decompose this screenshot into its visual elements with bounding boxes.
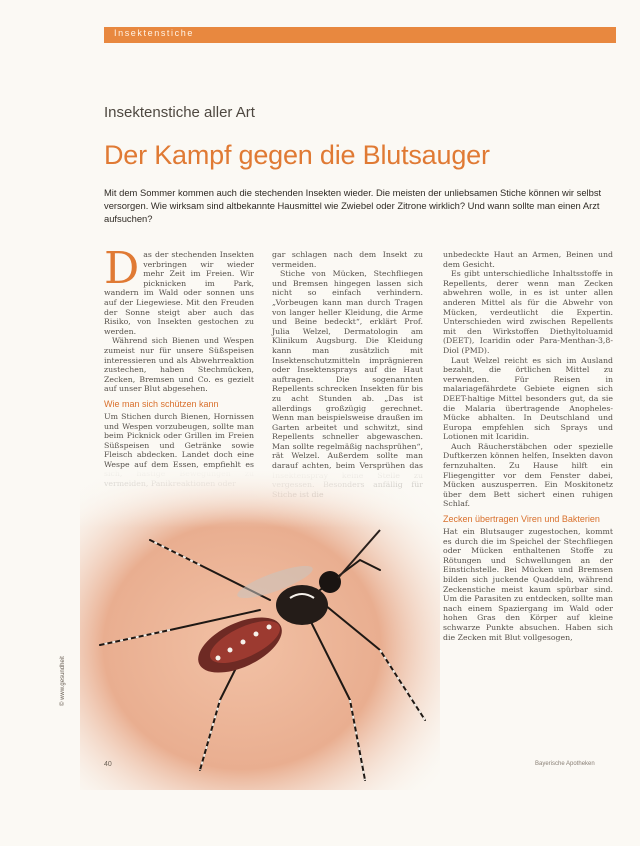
col3-paragraph-3: Laut Welzel reicht es sich im Ausland bezahlt, die örtlichen Mittel zu verwenden. Für Reisen in malariagefährdete Gebiete eignen sich DEET-haltige Mittel besonders gut, da sie die Malaria übertragende Anopheles-Mücke abhalten. In Deutschland und Europa empfehlen sich Sprays und Lotionen mit Icaridin. bbox=[443, 355, 613, 442]
section-label: Insektenstiche bbox=[114, 28, 194, 38]
col3-paragraph-4: Auch Räucherstäbchen oder spezielle Duftkerzen können helfen, Insekten davon fernzuhalten. Zu Hause hilft ein Fliegengitter vor dem Fenster dabei, Mücken auszusperren. Ein Moskitonetz über dem Bett sichert einen ruhigen Schlaf. bbox=[443, 441, 613, 509]
article-lead: Mit dem Sommer kommen auch die stechenden Insekten wieder. Die meisten der unliebsamen Stiche können wir selbst versorgen. Wie wirksam sind altbekannte Hausmittel wie Zwiebel oder Zitrone wirklich? Und wann sollte man einen Arzt aufsuchen? bbox=[104, 187, 602, 225]
section-band bbox=[104, 27, 616, 43]
body-column-3 bbox=[443, 250, 613, 642]
col3-paragraph-2: Es gibt unterschiedliche Inhaltsstoffe in Repellents, derer wenn man Zecken abwehren wolle, in es ist unter allen anderen Mittel als für die Abwehr von Mücken, verdeutlicht die Expertin. Unterschieden wird zwischen Repellents mit den Wirkstoffen Diethyltoluamid (DEET), Icaridin oder Para-Menthan-3,8-Diol (PMD). bbox=[443, 269, 613, 355]
col3-paragraph-5: Hat ein Blutsauger zugestochen, kommt es durch die im Speichel der Stechfliegen oder Mücken enthaltenen Stoffe zu Rötungen und Schwellungen an der Einstichstelle. Bei Mücken und Bremsen bilden sich juckende Quaddeln, während Zeckenstiche meist kaum spürbar sind. Um die Parasiten zu entdecken, sollte man nach einem Spaziergang im Wald oder hohen Gras den Körper auf kleine schwarze Punkte absuchen. Haben sich die Zecken mit Blut vollgesogen, bbox=[443, 527, 613, 642]
col1-paragraph-3: Um Stichen durch Bienen, Hornissen und Wespen vorzubeugen, sollte man beim Picknick oder Grillen im Freien Süßspeisen und Getränke sowie Fleisch abdecken. Landet doch eine Wespe auf dem Essen, empfiehlt es bbox=[104, 411, 254, 469]
col1-paragraph-1: as der stechenden Insekten verbringen wir wieder mehr Zeit im Freien. Wir picknicken im Park, wandern im Wald oder sonnen uns auf der Liegewiese. Mit den Freuden der Sonne steigt aber auch das Risiko, von Insekten gestochen zu werden. bbox=[104, 250, 254, 336]
mosquito-photo bbox=[80, 470, 440, 790]
article-headline: Der Kampf gegen die Blutsauger bbox=[104, 140, 490, 170]
drop-cap: D bbox=[104, 243, 140, 294]
body-column-2 bbox=[272, 250, 423, 499]
publication-footer: Bayerische Apotheken bbox=[535, 761, 595, 767]
col3-paragraph-1: unbedeckte Haut an Armen, Beinen und dem Gesicht. bbox=[443, 250, 613, 269]
col2-paragraph-2: Stiche von Mücken, Stechfliegen und Bremsen hingegen lassen sich nicht so einfach verhindern. „Vorbeugen kann man durch Tragen von langer heller Kleidung, die Arme und Beine bedeckt“, erklärt Prof. Julia Welzel, Dermatologin am Klinikum Augsburg. Die Kleidung kann man zusätzlich mit Insektenschutzmitteln imprägnieren oder Insektensprays auf die Haut auftragen. Die sogenannten Repellents schrecken Insekten für bis zu acht Stunden ab. „Das ist allerdings großzügig gerechnet. Wenn man beispielsweise draußen im Garten arbeitet und schwitzt, sind Repellents schneller abgewaschen. Man sollte regelmäßig nachsprühen“, rät Welzel. Außerdem sollte man darauf achten, beim Versprühen das bbox=[272, 269, 423, 471]
body-column-1 bbox=[104, 243, 254, 489]
col2-paragraph-1: gar schlagen nach dem Insekt zu vermeiden. bbox=[272, 250, 423, 269]
mosquito-illustration bbox=[80, 470, 440, 790]
photo-credit: © www.gesundheit bbox=[60, 656, 66, 706]
subheading-ticks: Zecken übertragen Viren und Bakterien bbox=[443, 514, 600, 525]
page-number: 40 bbox=[104, 761, 112, 768]
subheading-protection: Wie man sich schützen kann bbox=[104, 398, 219, 409]
article-kicker: Insektenstiche aller Art bbox=[104, 104, 255, 121]
col1-paragraph-2: Während sich Bienen und Wespen zumeist nur für unsere Süßspeisen interessieren und als Abwehrreaktion zustechen, haben Stechmücken, Zecken, Bremsen und Co. es gezielt auf unser Blut abgesehen. bbox=[104, 336, 254, 394]
